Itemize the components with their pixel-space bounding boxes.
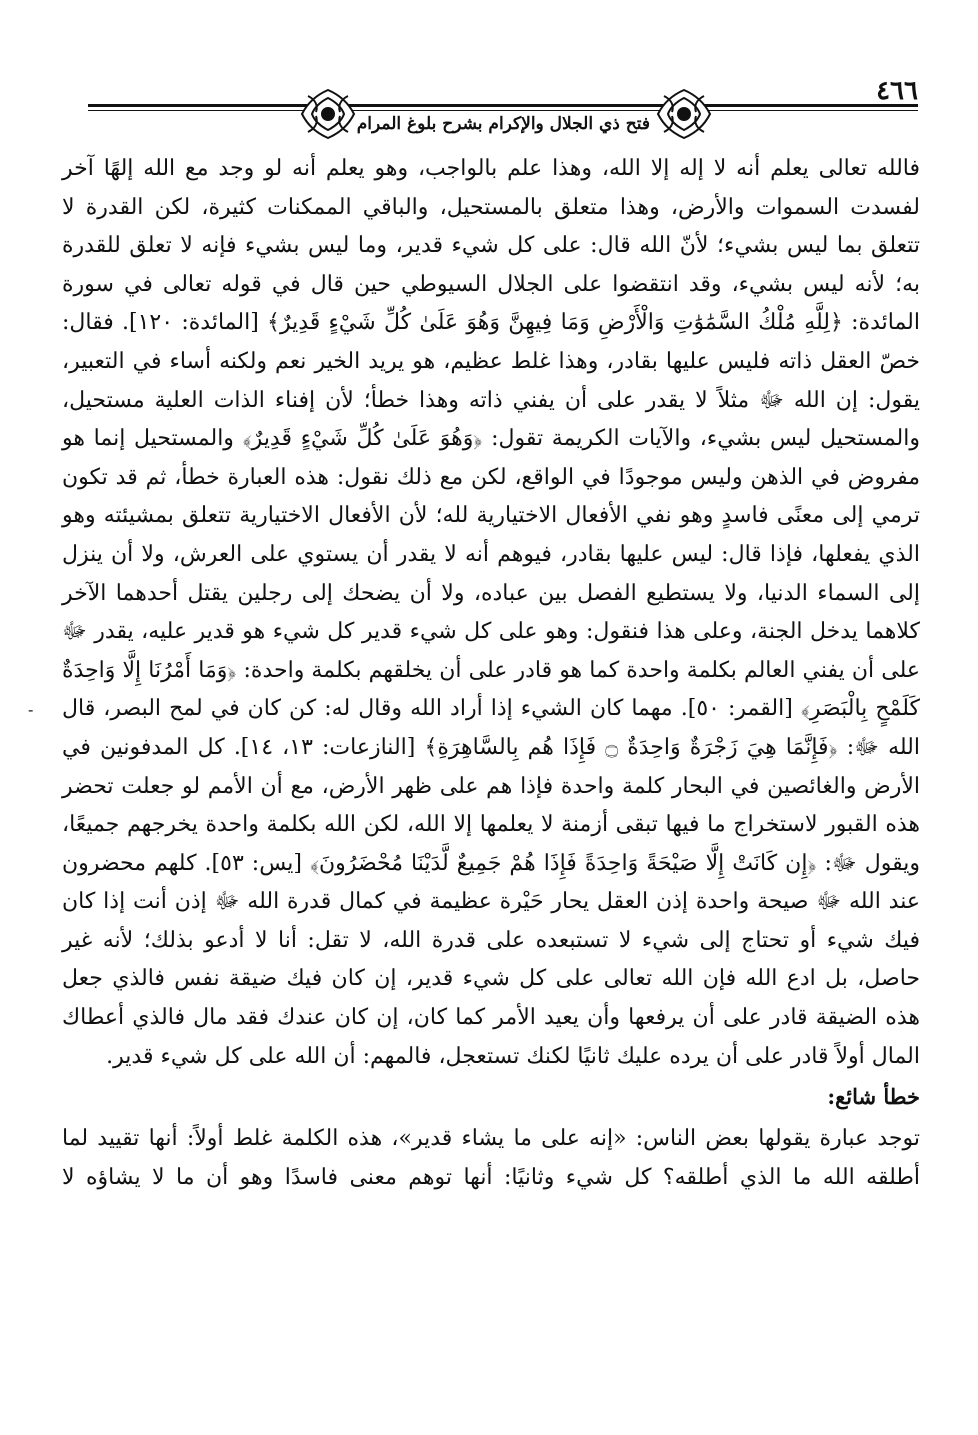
section-heading: خطأ شائع: [827,1084,920,1110]
ornament-left-icon [298,86,358,142]
book-title: فتح ذي الجلال والإكرام بشرح بلوغ المرام [356,114,650,134]
header-rule [88,104,918,107]
ornament-right-icon [654,86,714,142]
main-text [62,150,920,1197]
section-paragraph: توجد عبارة يقولها بعض الناس: «إنه على ما يشاء قدير»، هذه الكلمة غلط أولاً: أنها تقييد لما أطلقه الله ما الذي أطلقه؟ كل شيء وثانيًا: أنها توهم معنى فاسدًا وهو أن ما لا يشاؤه لا [62,1126,920,1190]
body-paragraph: فالله تعالى يعلم أنه لا إله إلا الله، وهذا علم بالواجب، وهو يعلم أنه لو وجد مع الله إلهًا آخر لفسدت السموات والأرض، وهذا متعلق بالمستحيل، والباقي الممكنات كثيرة، لكن القدرة لا تتعلق بما ليس بشيء؛ لأنّ الله قال: على كل شيء قدير، وما ليس بشيء فإنه لا تعلق للقدرة به؛ لأنه ليس بشيء، وقد انتقضوا على الجلال السيوطي حين قال في قوله تعالى في سورة المائدة: ﴿لِلَّهِ مُلْكُ السَّمَٰوَٰتِ وَالْأَرْضِ وَمَا فِيهِنَّ وَهُوَ عَلَىٰ كُلِّ شَيْءٍ قَدِيرٌ﴾ [المائدة: ١٢٠]. فقال: خصّ العقل ذاته فليس عليها بقادر، وهذا غلط عظيم، هو يريد الخير نعم ولكنه أساء في التعبير، يقول: إن الله ﷻ مثلاً لا يقدر على أن يفني ذاته وهذا خطأ؛ لأن إفناء الذات العلية مستحيل، والمستحيل ليس بشيء، والآيات الكريمة تقول: ﴿وَهُوَ عَلَىٰ كُلِّ شَيْءٍ قَدِيرٌ﴾ والمستحيل إنما هو مفروض في الذهن وليس موجودًا في الواقع، لكن مع ذلك نقول: هذه العبارة خطأ، ثم قد تكون ترمي إلى معنًى فاسدٍ وهو نفي الأفعال الاختيارية لله؛ لأن الأفعال الاختيارية تتعلق بمشيئته وهو الذي يفعلها، فإذا قال: ليس عليها بقادر، فيوهم أنه لا يقدر أن يستوي على العرش، ولا أن ينزل إلى السماء الدنيا، ولا يستطيع الفصل بين عباده، ولا أن يضحك إلى رجلين يقتل أحدهما الآخر كلاهما يدخل الجنة، وعلى هذا فنقول: وهو على كل شيء قدير كل شيء هو قدير عليه، يقدر ﷻ على أن يفني العالم بكلمة واحدة كما هو قادر على أن يخلقهم بكلمة واحدة: ﴿وَمَا أَمْرُنَا إِلَّا وَاحِدَةٌ كَلَمْحٍ بِالْبَصَرِ﴾ [القمر: ٥٠]. مهما كان الشيء إذا أراد الله وقال له: كن كان في لمح البصر، قال الله ﷻ: ﴿فَإِنَّمَا هِيَ زَجْرَةٌ وَاحِدَةٌ ۝ فَإِذَا هُم بِالسَّاهِرَةِ﴾ [النازعات: ١٣، ١٤]. كل المدفونين في الأرض والغائصين في البحار كلمة واحدة فإذا هم على ظهر الأرض، مع أن الأمم لو جعلت تحضر هذه القبور لاستخراج ما فيها تبقى أزمنة لا يعلمها إلا الله، لكن الله بكلمة واحدة يخرجهم جميعًا، ويقول ﷻ: ﴿إِن كَانَتْ إِلَّا صَيْحَةً وَاحِدَةً فَإِذَا هُمْ جَمِيعٌ لَّدَيْنَا مُحْضَرُونَ﴾ [يس: ٥٣]. كلهم محضرون عند الله ﷻ صيحة واحدة إذن العقل يحار حَيْرة عظيمة في كمال قدرة الله ﷻ إذن أنت إذا كان فيك شيء أو تحتاج إلى شيء لا تستبعده على قدرة الله، لا تقل: أنا لا أدعو بذلك؛ لأنه غير حاصل، بل ادع الله فإن الله تعالى على كل شيء قدير، إن كان فيك ضيقة نفس فالذي جعل هذه الضيقة قادر على أن يرفعها وأن يعيد الأمر كما كان، إن كان عندك فقد مال فالذي أعطاك المال أولاً قادر على أن يرده عليك ثانيًا لكنك تستعجل، فالمهم: أن الله على كل شيء قدير. [62,156,920,1069]
page-header [88,70,918,150]
page-number: ٤٦٦ [876,76,918,106]
header-rule-thin [88,110,918,111]
margin-mark: - [28,700,34,719]
